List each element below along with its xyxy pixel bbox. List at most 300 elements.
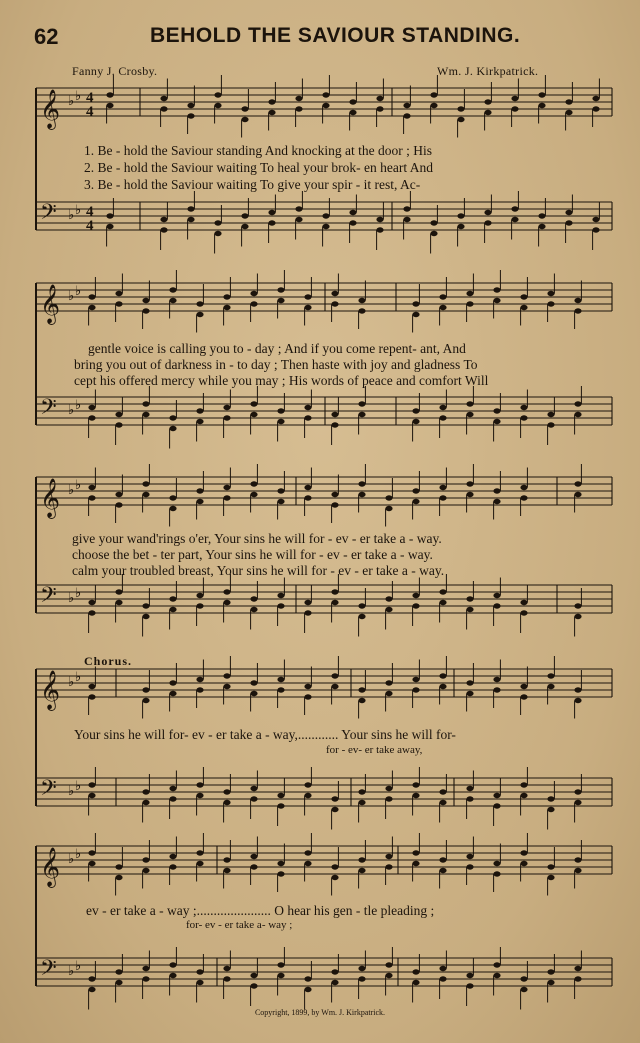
note-head [466,401,473,406]
note-head [331,807,338,812]
note-head [142,401,149,406]
note-head [547,422,554,427]
note-head [466,691,473,696]
note-head [574,687,581,692]
note-head [331,589,338,594]
lyric-s5-main: ev - er take a - way ;...................... O hear his gen - tle pleading ; [86,903,435,918]
note-head [169,426,176,431]
note-head [385,596,392,601]
lyric-s2-v1: gentle voice is calling you to - day ; And if you come repent- ant, And [88,341,466,356]
note-head [574,698,581,703]
note-head [277,871,284,876]
song-title: BEHOLD THE SAVIOUR STANDING. [150,24,521,47]
note-head [223,789,230,794]
note-head [439,415,446,420]
note-head [268,99,275,104]
note-head [142,603,149,608]
note-head [466,786,473,791]
note-head [439,684,446,689]
note-head [358,492,365,497]
note-head [574,857,581,862]
flat-sign: ♭ [75,959,82,974]
note-head [466,607,473,612]
note-head [358,868,365,873]
note-head [412,980,419,985]
note-head [493,793,500,798]
note-head [169,786,176,791]
flat-sign: ♭ [68,675,75,690]
flat-sign: ♭ [68,964,75,979]
treble-clef: 𝄞 [40,89,61,129]
note-head [430,92,437,97]
note-head [574,308,581,313]
note-head [115,600,122,605]
note-head [169,607,176,612]
note-head [196,782,203,787]
note-head [115,422,122,427]
note-head [88,850,95,855]
note-head [349,210,356,215]
note-head [115,589,122,594]
note-head [187,113,194,118]
note-head [160,217,167,222]
note-head [241,106,248,111]
note-head [187,217,194,222]
time-signature: 4 [86,218,94,234]
note-head [88,684,95,689]
note-head [187,206,194,211]
note-head [565,210,572,215]
note-head [160,227,167,232]
note-head [223,485,230,490]
bass-clef: 𝄢 [40,776,57,806]
note-head [142,976,149,981]
note-head [520,294,527,299]
note-head [142,298,149,303]
note-head [304,415,311,420]
note-head [412,419,419,424]
note-head [385,680,392,685]
note-head [88,976,95,981]
bass-clef: 𝄢 [40,395,57,425]
note-head [322,103,329,108]
note-head [331,796,338,801]
note-head [88,495,95,500]
note-head [547,796,554,801]
lyric-s3-v2: choose the bet - ter part, Your sins he will for - ev - er take a - way. [72,547,433,562]
note-head [304,495,311,500]
note-head [547,684,554,689]
note-head [304,793,311,798]
note-head [439,294,446,299]
note-head [169,854,176,859]
note-head [385,786,392,791]
note-head [304,976,311,981]
flat-sign: ♭ [75,203,82,218]
note-head [115,980,122,985]
note-head [295,106,302,111]
note-head [457,117,464,122]
note-head [142,868,149,873]
note-head [493,962,500,967]
note-head [241,213,248,218]
note-head [358,614,365,619]
note-head [196,603,203,608]
note-head [403,217,410,222]
note-head [277,803,284,808]
note-head [520,793,527,798]
note-head [322,92,329,97]
note-head [223,857,230,862]
lyric-s4-main: Your sins he will for- ev - er take a - way,............ Your sins he will for- [74,727,456,742]
flat-sign: ♭ [75,284,82,299]
note-head [196,677,203,682]
note-head [466,412,473,417]
note-head [142,492,149,497]
note-head [277,287,284,292]
note-head [142,687,149,692]
note-head [574,481,581,486]
note-head [223,684,230,689]
note-head [466,301,473,306]
note-head [520,495,527,500]
note-head [115,412,122,417]
note-head [88,793,95,798]
note-head [142,614,149,619]
note-head [304,600,311,605]
note-head [142,857,149,862]
composer-credit: Wm. J. Kirkpatrick. [437,64,539,78]
note-head [385,796,392,801]
note-head [88,405,95,410]
note-head [250,864,257,869]
note-head [439,405,446,410]
note-head [547,864,554,869]
flat-sign: ♭ [75,478,82,493]
note-head [592,106,599,111]
note-head [304,405,311,410]
note-head [250,796,257,801]
lyric-s3-v3: calm your troubled breast, Your sins he will for - ev - er take a - way. [72,563,445,578]
note-head [106,103,113,108]
note-head [493,408,500,413]
note-head [358,687,365,692]
note-head [304,294,311,299]
note-head [250,983,257,988]
note-head [412,793,419,798]
note-head [331,412,338,417]
time-signature: 4 [86,104,94,120]
note-head [493,298,500,303]
note-head [142,481,149,486]
note-head [565,220,572,225]
note-head [430,220,437,225]
note-head [466,983,473,988]
note-head [250,301,257,306]
note-head [331,969,338,974]
note-head [466,596,473,601]
note-head [106,92,113,97]
note-head [466,680,473,685]
note-head [169,973,176,978]
flat-sign: ♭ [68,94,75,109]
note-head [196,301,203,306]
note-head [142,800,149,805]
note-head [295,206,302,211]
note-head [412,677,419,682]
note-head [376,106,383,111]
flat-sign: ♭ [68,208,75,223]
note-head [241,224,248,229]
note-head [547,807,554,812]
note-head [88,987,95,992]
note-head [565,99,572,104]
note-head [565,110,572,115]
note-head [268,220,275,225]
note-head [160,96,167,101]
note-head [439,789,446,794]
flat-sign: ♭ [75,847,82,862]
note-head [196,408,203,413]
note-head [322,224,329,229]
note-head [376,96,383,101]
note-head [457,224,464,229]
note-head [142,412,149,417]
note-head [493,973,500,978]
flat-sign: ♭ [68,852,75,867]
note-head [295,96,302,101]
note-head [277,298,284,303]
note-head [349,110,356,115]
note-head [466,864,473,869]
note-head [358,298,365,303]
note-head [592,227,599,232]
note-head [196,850,203,855]
note-head [358,966,365,971]
note-head [493,603,500,608]
note-head [223,800,230,805]
note-head [457,213,464,218]
note-head [574,800,581,805]
note-head [331,492,338,497]
note-head [511,96,518,101]
note-head [574,966,581,971]
note-head [214,103,221,108]
note-head [250,680,257,685]
note-head [574,789,581,794]
note-head [304,485,311,490]
note-head [277,793,284,798]
note-head [331,980,338,985]
note-head [277,499,284,504]
note-head [412,593,419,598]
note-head [412,301,419,306]
flat-sign: ♭ [75,398,82,413]
note-head [412,850,419,855]
note-head [196,312,203,317]
lyric-s4-echo: for - ev- er take away, [326,744,423,756]
note-head [250,691,257,696]
note-head [277,962,284,967]
note-head [169,415,176,420]
note-head [511,106,518,111]
note-head [169,796,176,801]
bass-clef: 𝄢 [40,956,57,986]
note-head [88,861,95,866]
note-head [547,291,554,296]
note-head [88,610,95,615]
note-head [115,492,122,497]
note-head [106,213,113,218]
note-head [376,227,383,232]
note-head [520,850,527,855]
note-head [277,677,284,682]
flat-sign: ♭ [75,779,82,794]
note-head [493,803,500,808]
lyric-s1-v1: 1. Be - hold the Saviour standing And knocking at the door ; His [84,143,432,158]
note-head [592,217,599,222]
note-head [88,294,95,299]
bass-clef: 𝄢 [40,583,57,613]
flat-sign: ♭ [68,784,75,799]
note-head [187,103,194,108]
note-head [250,973,257,978]
note-head [223,405,230,410]
note-head [223,976,230,981]
note-head [520,305,527,310]
treble-clef: 𝄞 [40,478,61,518]
note-head [439,589,446,594]
note-head [358,976,365,981]
note-head [538,213,545,218]
note-head [115,291,122,296]
note-head [196,861,203,866]
note-head [439,485,446,490]
note-head [412,312,419,317]
note-head [493,499,500,504]
note-head [196,488,203,493]
note-head [358,401,365,406]
note-head [277,687,284,692]
note-head [358,308,365,313]
note-head [430,231,437,236]
lyricist-credit: Fanny J. Crosby. [72,64,158,78]
lyric-s3-v1: give your wand'rings o'er, Your sins he will for - ev - er take a - way. [72,531,442,546]
note-head [106,224,113,229]
note-head [115,864,122,869]
note-head [520,405,527,410]
note-head [385,691,392,696]
note-head [439,868,446,873]
note-head [520,987,527,992]
note-head [520,976,527,981]
note-head [493,419,500,424]
note-head [466,291,473,296]
note-head [250,492,257,497]
note-head [574,868,581,873]
note-head [169,864,176,869]
note-head [223,868,230,873]
note-head [88,782,95,787]
note-head [412,488,419,493]
note-head [250,401,257,406]
note-head [403,113,410,118]
note-head [439,976,446,981]
note-head [250,596,257,601]
note-head [547,673,554,678]
note-head [520,415,527,420]
note-head [88,600,95,605]
note-head [466,973,473,978]
note-head [196,687,203,692]
note-head [115,502,122,507]
flat-sign: ♭ [68,591,75,606]
note-head [412,861,419,866]
note-head [484,110,491,115]
note-head [214,220,221,225]
note-head [277,488,284,493]
note-head [322,213,329,218]
note-head [268,110,275,115]
note-head [250,412,257,417]
note-head [574,401,581,406]
note-head [115,875,122,880]
lyric-s2-v2: bring you out of darkness in - to day ; Then haste with joy and gladness To [74,357,478,372]
note-head [142,308,149,313]
note-head [493,593,500,598]
note-head [169,680,176,685]
copyright-notice: Copyright, 1899, by Wm. J. Kirkpatrick. [254,1008,386,1017]
lyric-s2-v3: cept his offered mercy while you may ; His words of peace and comfort Will [74,373,489,388]
note-head [223,415,230,420]
note-head [412,499,419,504]
note-head [412,408,419,413]
note-head [520,610,527,615]
flat-sign: ♭ [68,483,75,498]
note-head [520,782,527,787]
time-signature: 4 [86,90,94,106]
note-head [520,694,527,699]
note-head [403,103,410,108]
note-head [439,495,446,500]
note-head [358,857,365,862]
note-head [385,962,392,967]
note-head [358,603,365,608]
note-head [412,782,419,787]
note-head [484,220,491,225]
note-head [466,481,473,486]
note-head [574,614,581,619]
note-head [196,793,203,798]
note-head [385,607,392,612]
note-head [538,92,545,97]
note-head [250,607,257,612]
note-head [223,966,230,971]
note-head [331,684,338,689]
note-head [169,691,176,696]
note-head [484,210,491,215]
note-head [115,301,122,306]
note-head [439,800,446,805]
note-head [331,673,338,678]
note-head [196,593,203,598]
note-head [304,694,311,699]
note-head [385,495,392,500]
note-head [439,305,446,310]
note-head [88,485,95,490]
note-head [574,976,581,981]
note-head [385,973,392,978]
